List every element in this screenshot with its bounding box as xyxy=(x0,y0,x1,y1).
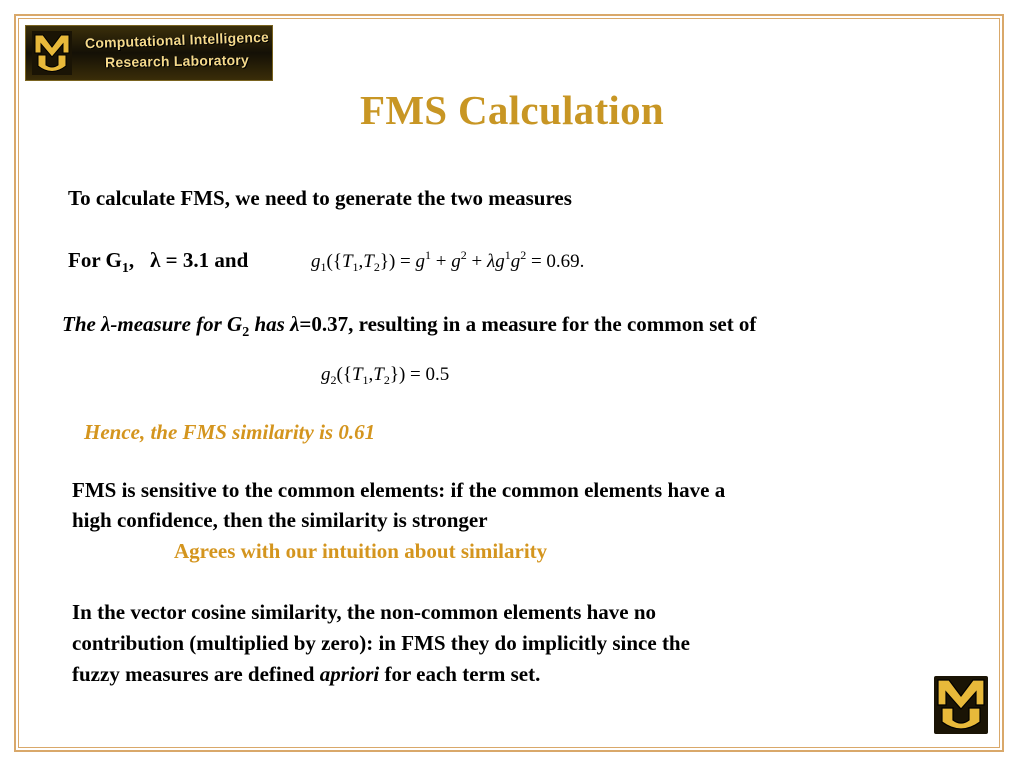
mu-logo-icon xyxy=(934,676,988,734)
eq2-g: g xyxy=(321,364,331,385)
para2-line3-c: for each term set. xyxy=(379,662,541,686)
eq1-term3: g xyxy=(495,251,505,272)
para2-line1: In the vector cosine similarity, the non-common elements have no xyxy=(72,600,657,624)
mu-logo-icon xyxy=(32,31,72,75)
eq2-t1-sub: 1 xyxy=(362,373,369,387)
para2-line3 xyxy=(72,662,540,687)
g1-comma: , xyxy=(128,248,135,272)
eq1-term4: g xyxy=(510,251,521,272)
para1-line1: FMS is sensitive to the common elements: if the common elements have a xyxy=(72,478,726,502)
para2-apriori: apriori xyxy=(319,662,380,686)
eq2-t2: T xyxy=(373,364,384,385)
eq1-t2-sub: 2 xyxy=(373,260,380,274)
eq1-open: ({ xyxy=(326,251,342,272)
eq2-g-sub: 2 xyxy=(330,373,337,387)
g2-lambda-line xyxy=(62,312,756,341)
g2-part2: λ-measure for G xyxy=(101,312,243,336)
eq1-term2-sup: 2 xyxy=(460,248,467,262)
g1-lambda-line xyxy=(68,248,248,277)
eq1-term3-sup: 1 xyxy=(504,248,511,262)
para1-line2: high confidence, then the similarity is stronger xyxy=(72,508,488,532)
para1-note: Agrees with our intuition about similarity xyxy=(174,539,548,563)
eq1-term1-sup: 1 xyxy=(425,248,432,262)
eq1-t1: T xyxy=(341,251,353,272)
page-title: FMS Calculation xyxy=(359,87,665,133)
lab-logo xyxy=(25,25,273,81)
para2-line3-a: fuzzy measures are defined xyxy=(72,662,320,686)
g2-part3: has xyxy=(249,312,291,336)
eq2-t2-sub: 2 xyxy=(383,373,390,387)
eq1-g: g xyxy=(311,251,321,272)
eq1-result: = 0.69. xyxy=(526,251,585,272)
eq2-open: ({ xyxy=(336,364,352,385)
para2-line2: contribution (multiplied by zero): in FMS they do implicitly since the xyxy=(72,631,690,655)
equation-g2 xyxy=(321,364,449,388)
eq2-t1: T xyxy=(351,364,363,385)
eq1-term2: g xyxy=(451,251,461,272)
lab-name-line-1: Computational Intelligence xyxy=(84,28,270,52)
eq1-sep: , xyxy=(358,251,364,272)
g2-part5: =0.37, resulting in a measure for the common set of xyxy=(299,312,757,336)
g2-part1: The xyxy=(62,312,102,336)
eq1-close: }) = xyxy=(379,251,416,272)
eq1-t2: T xyxy=(363,251,374,272)
g1-lambda-value: λ = 3.1 and xyxy=(150,248,249,272)
eq2-close: }) = 0.5 xyxy=(389,364,450,385)
eq2-sep: , xyxy=(368,364,374,385)
g2-subscript: 2 xyxy=(242,325,250,341)
g1-subscript: 1 xyxy=(121,261,129,277)
g2-part4: λ xyxy=(290,312,300,336)
equation-g1 xyxy=(311,248,584,275)
eq1-term1: g xyxy=(415,251,426,272)
lab-name-line-2: Research Laboratory xyxy=(104,51,250,71)
eq1-plus2: + xyxy=(466,251,487,272)
intro-text: To calculate FMS, we need to generate the two measures xyxy=(68,186,572,210)
eq1-t1-sub: 1 xyxy=(352,260,359,274)
eq1-term4-sup: 2 xyxy=(520,248,527,262)
eq1-lambda: λ xyxy=(486,251,496,272)
eq1-plus1: + xyxy=(431,251,452,272)
conclusion-text: Hence, the FMS similarity is 0.61 xyxy=(84,420,376,444)
eq1-g-sub: 1 xyxy=(320,260,327,274)
g1-prefix: For G xyxy=(68,248,122,272)
